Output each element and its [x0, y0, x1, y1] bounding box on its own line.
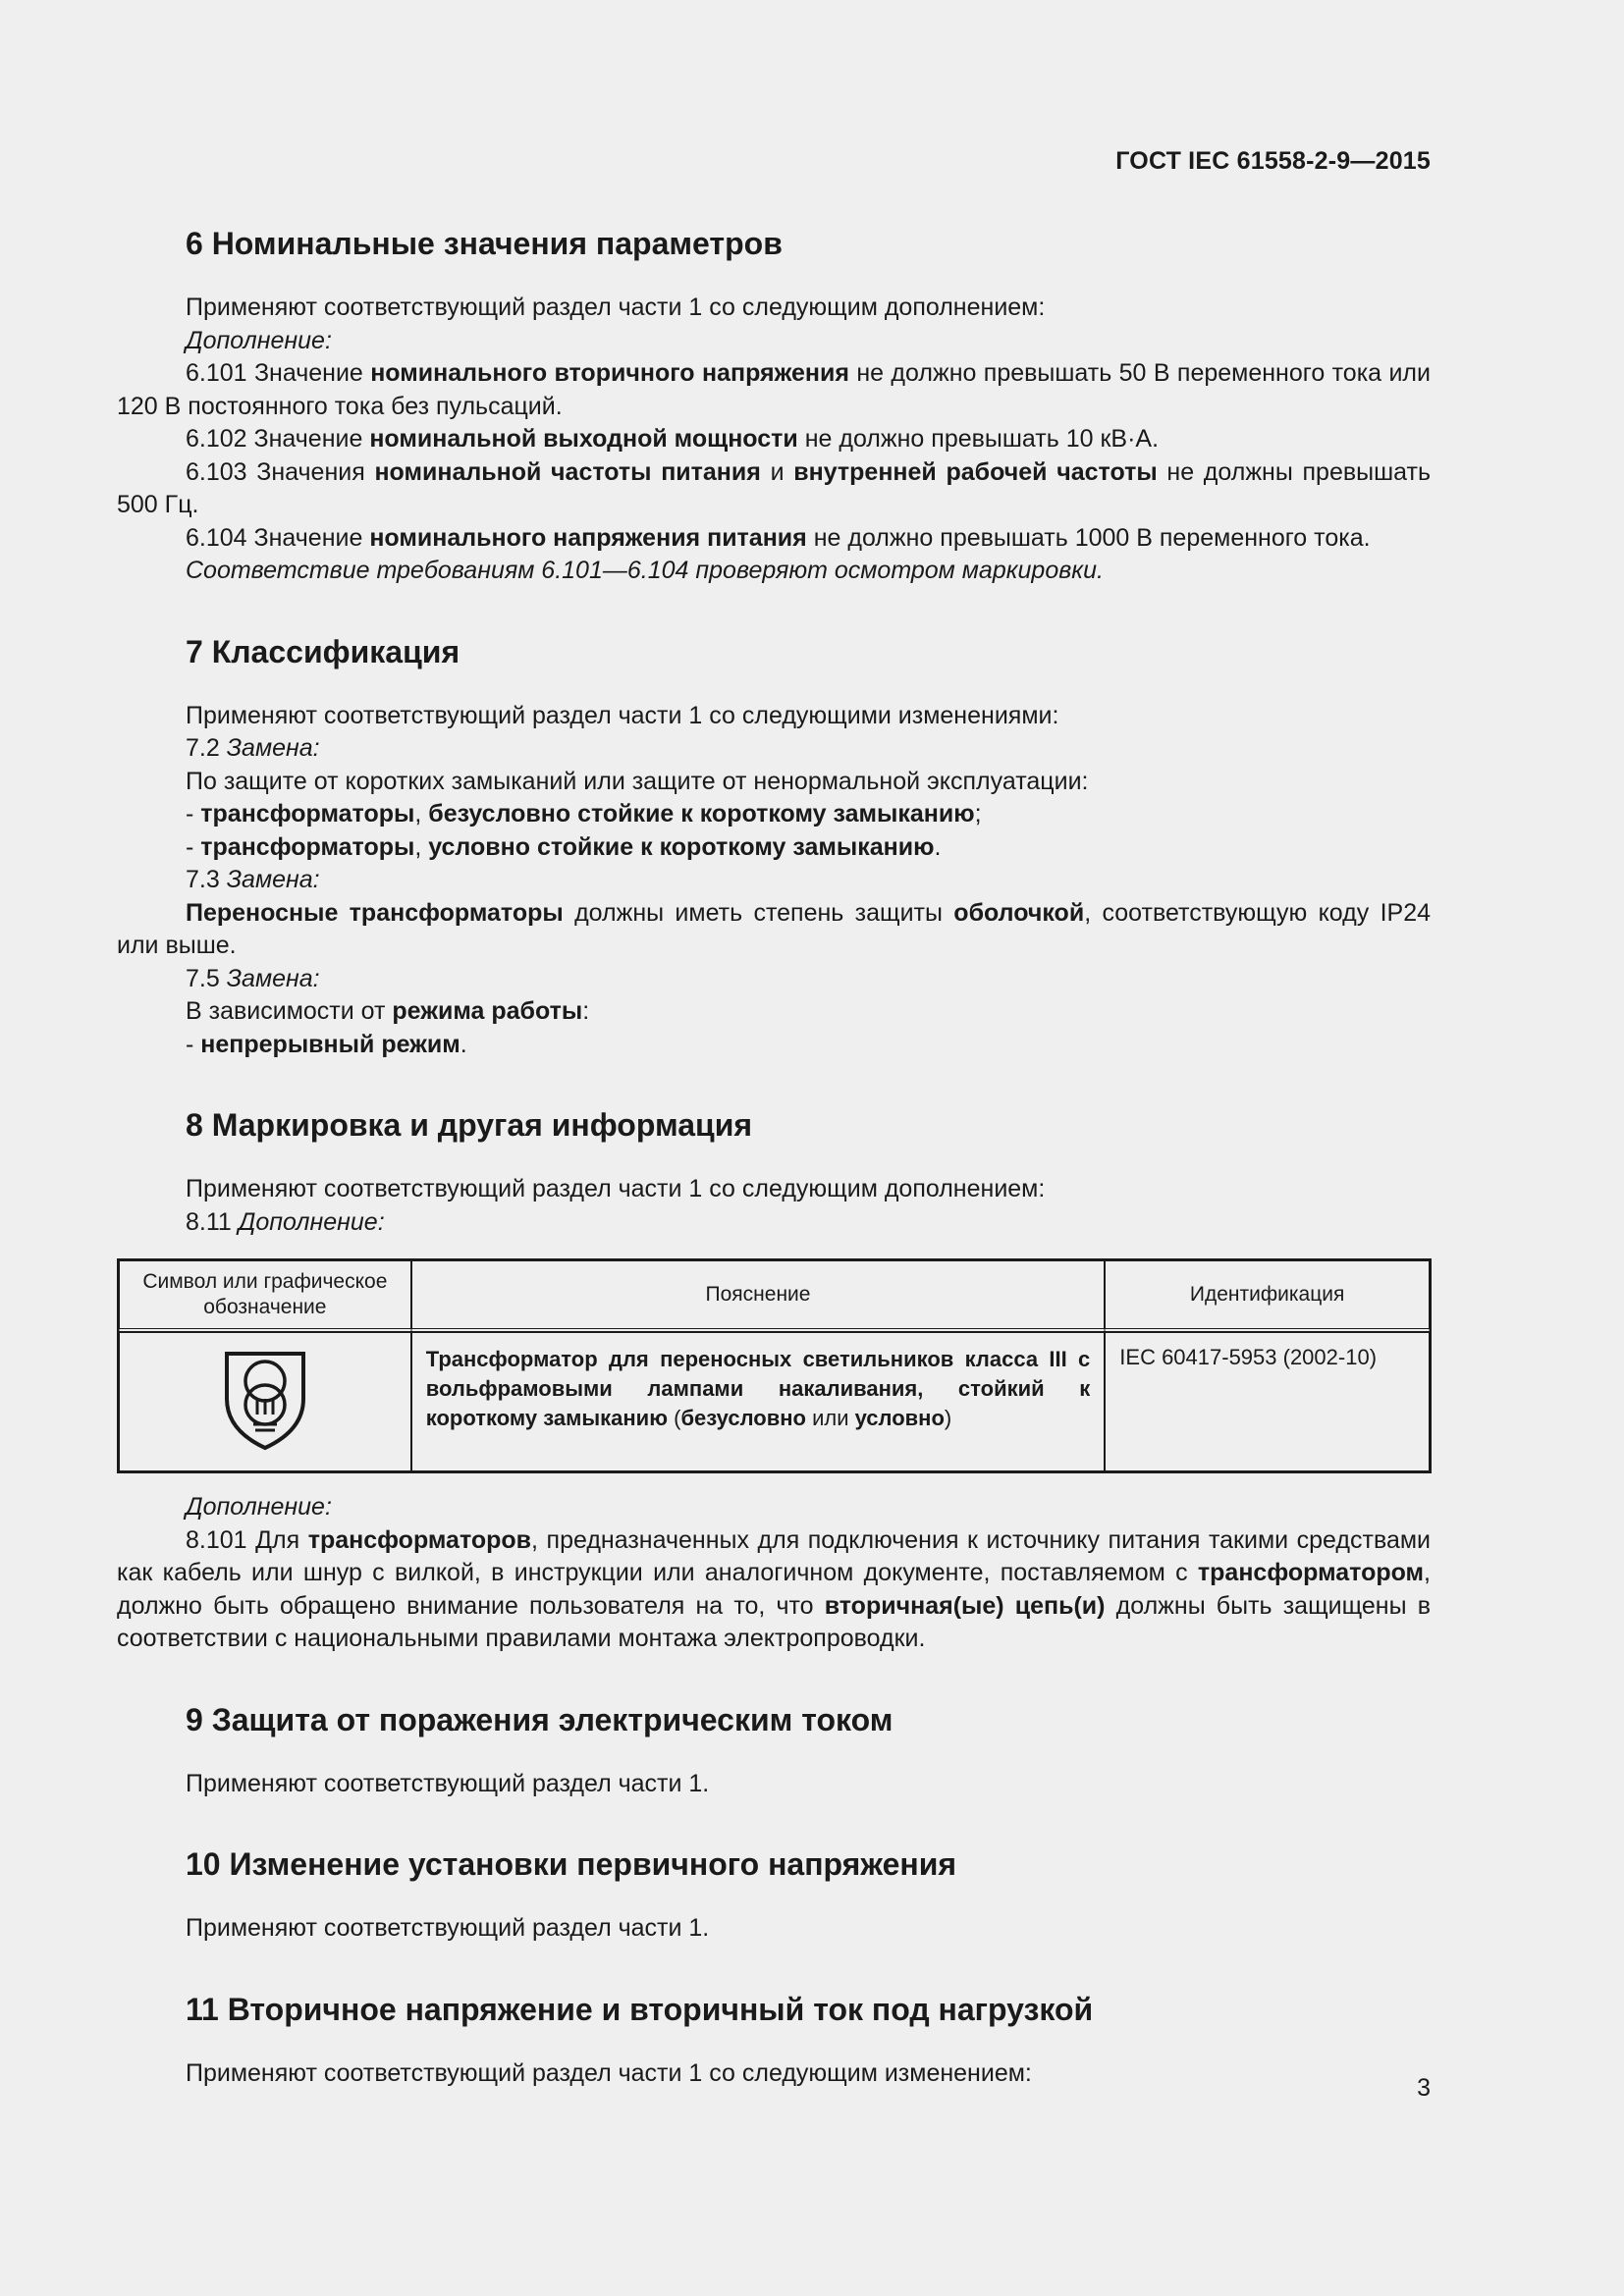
explanation-cell: Трансформатор для переносных светильников класса III с вольфрамовыми лампами накаливания, стойкий к короткому замыканию (безусловно или условно)	[411, 1332, 1106, 1471]
clause-6-104: 6.104 Значение номинального напряжения питания не должно превышать 1000 В переменного тока.	[186, 523, 1371, 552]
list-item: - непрерывный режим.	[186, 1030, 467, 1058]
clause-7-5-text: В зависимости от режима работы:	[186, 997, 590, 1025]
s6-addition: Дополнение:	[186, 326, 332, 354]
document-header: ГОСТ IEC 61558-2-9—2015	[1115, 147, 1431, 175]
s10-text: Применяют соответствующий раздел части 1.	[186, 1914, 710, 1942]
section-6	[117, 221, 1431, 588]
section-7	[117, 629, 1431, 1062]
clause-7-3-text: Переносные трансформаторы должны иметь степень защиты оболочкой, соответствующую коду IP24 или выше.	[117, 898, 1431, 959]
list-item: - трансформаторы, условно стойкие к короткому замыканию.	[186, 832, 942, 861]
s8-addition: Дополнение:	[186, 1493, 332, 1521]
shield-transformer-lamp-icon	[221, 1348, 309, 1454]
list-item: - трансформаторы, безусловно стойкие к короткому замыканию;	[186, 800, 982, 828]
section-6-title: 6 Номинальные значения параметров	[186, 226, 783, 261]
s6-intro: Применяют соответствующий раздел части 1 со следующим дополнением:	[186, 294, 1046, 321]
col-header-symbol: Символ или графическое обозначение	[119, 1260, 411, 1332]
section-9-title: 9 Защита от поражения электрическим током	[186, 1701, 893, 1737]
col-header-identification: Идентификация	[1105, 1260, 1430, 1332]
s9-text: Применяют соответствующий раздел части 1.	[186, 1769, 710, 1797]
section-10	[117, 1842, 1431, 1946]
s11-text: Применяют соответствующий раздел части 1 со следующим изменением:	[186, 2058, 1032, 2087]
section-11-title: 11 Вторичное напряжение и вторичный ток под нагрузкой	[186, 1991, 1094, 2027]
clause-7-3-header: 7.3 Замена:	[186, 866, 320, 893]
clause-7-2-text: По защите от коротких замыканий или защите от ненормальной эксплуатации:	[186, 767, 1089, 795]
section-10-title: 10 Изменение установки первичного напряжения	[186, 1846, 957, 1882]
document-body	[117, 221, 1431, 2131]
s6-compliance: Соответствие требованиям 6.101—6.104 проверяют осмотром маркировки.	[186, 557, 1104, 584]
col-header-explanation: Пояснение	[411, 1260, 1106, 1332]
clause-6-102: 6.102 Значение номинальной выходной мощности не должно превышать 10 кВ·А.	[186, 425, 1160, 453]
clause-8-101: 8.101 Для трансформаторов, предназначенных для подключения к источнику питания такими средствами как кабель или шнур с вилкой, в инструкции или аналогичном документе, поставляемом с трансформатором, должно быть обращено внимание пользователя на то, что вторичная(ые) цепь(и) должны быть защищены в соответствии с национальными правилами монтажа электропроводки.	[117, 1525, 1431, 1652]
section-9	[117, 1697, 1431, 1801]
clause-8-11-header: 8.11 Дополнение:	[186, 1207, 385, 1236]
clause-7-2-header: 7.2 Замена:	[186, 734, 320, 762]
section-8	[117, 1102, 1431, 1656]
clause-6-101: 6.101 Значение номинального вторичного напряжения не должно превышать 50 В переменного тока или 120 В постоянного тока без пульсаций.	[117, 359, 1431, 420]
marking-table	[117, 1258, 1432, 1473]
table-header-row	[119, 1260, 1430, 1332]
section-7-title: 7 Классификация	[186, 633, 460, 669]
page-number: 3	[1417, 2074, 1431, 2102]
section-8-title: 8 Маркировка и другая информация	[186, 1107, 753, 1143]
table-row	[119, 1332, 1430, 1471]
identification-cell: IEC 60417-5953 (2002-10)	[1105, 1332, 1430, 1471]
section-11	[117, 1987, 1431, 2091]
symbol-cell	[119, 1332, 411, 1471]
s8-intro: Применяют соответствующий раздел части 1 со следующим дополнением:	[186, 1175, 1046, 1202]
clause-6-103: 6.103 Значения номинальной частоты питания и внутренней рабочей частоты не должны превышать 500 Гц.	[117, 457, 1431, 518]
s7-intro: Применяют соответствующий раздел части 1 со следующими изменениями:	[186, 701, 1059, 729]
clause-7-5-header: 7.5 Замена:	[186, 964, 320, 992]
